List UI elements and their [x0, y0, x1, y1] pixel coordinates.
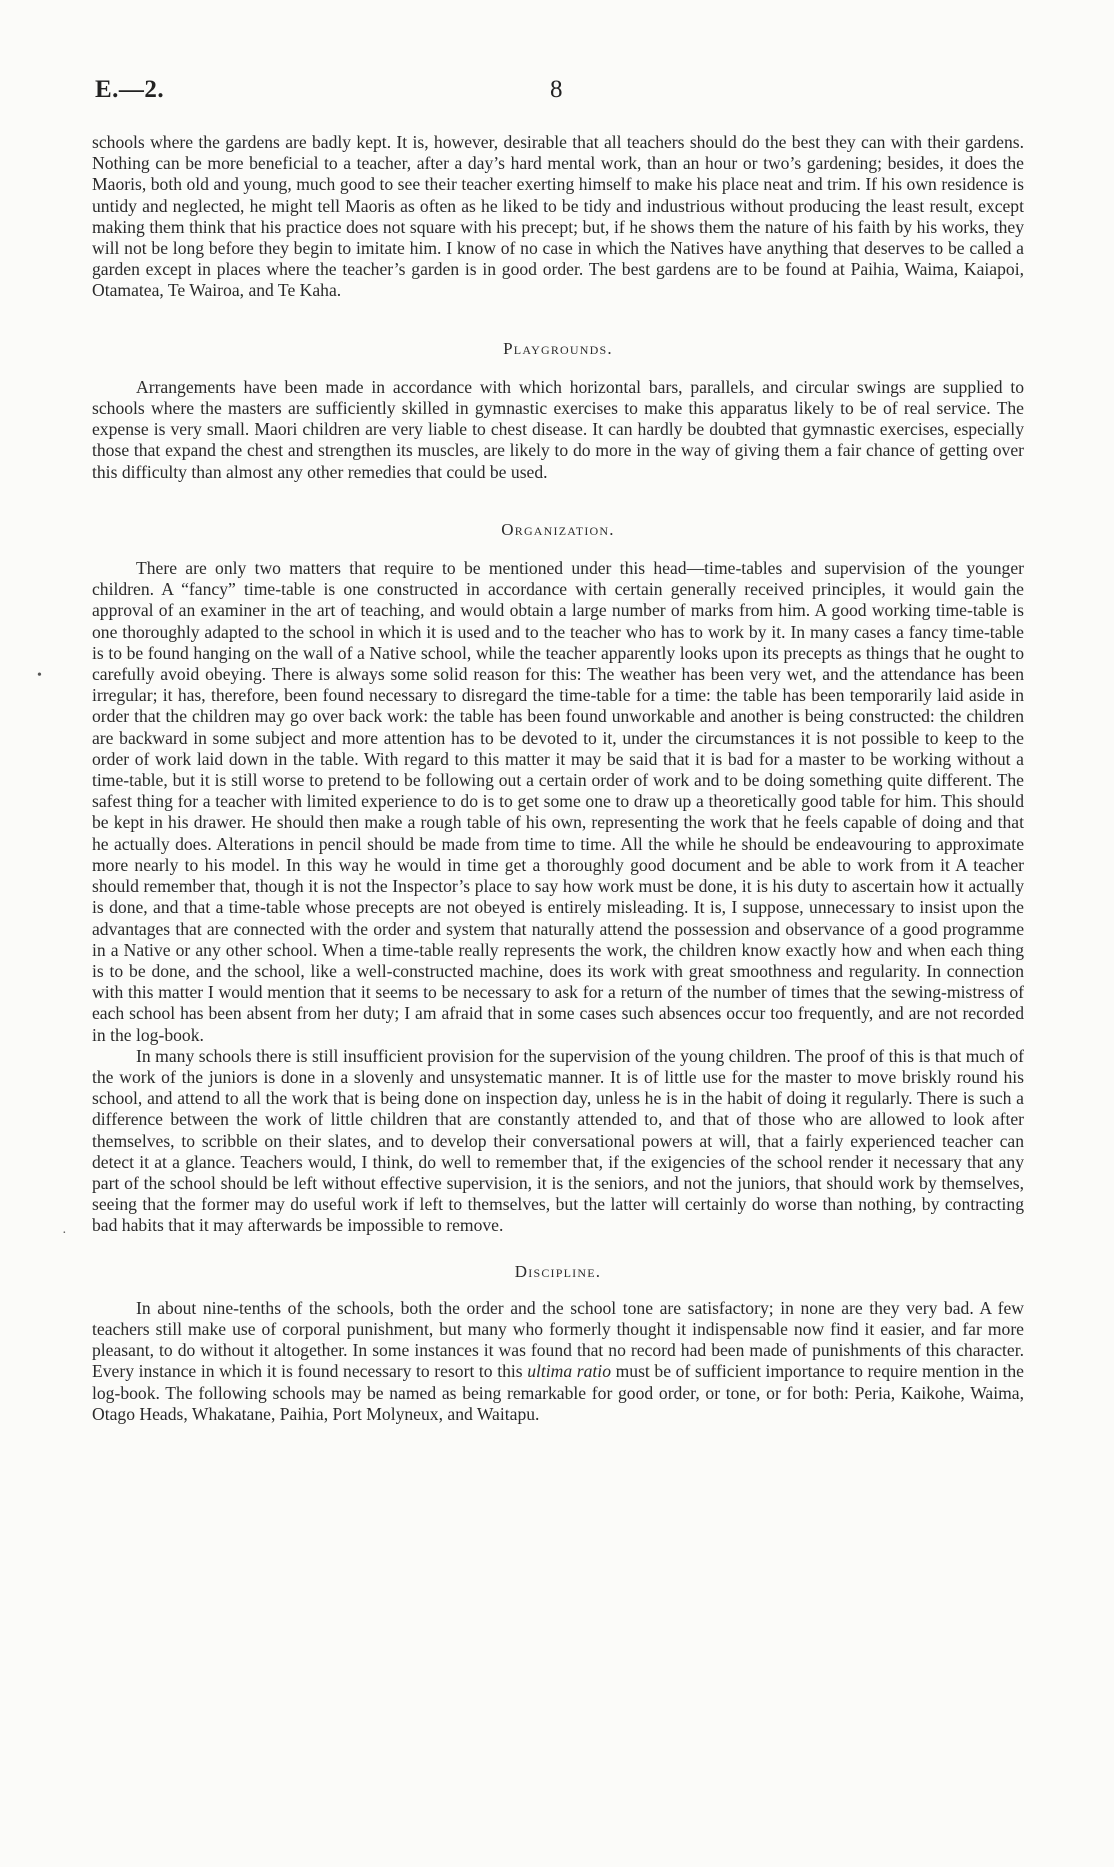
discipline-text-part-1: In about nine-tenths of the schools, both the order and the school tone are satisfactory; in none are they very bad. A few teachers still make use of corporal punishment, but many who formerly thought it indispensable now find it easier, and far more pleasant, to do without it altogether. In some instances it was found that no record had been made of punishments of this character. Every instance in which it is found necessary to resort to this: [92, 1297, 1024, 1382]
playgrounds-paragraph: Arrangements have been made in accordance with which horizontal bars, parallels, and circular swings are supplied to schools where the masters are sufficiently skilled in gymnastic exercises to make this apparatus likely to be of real service. The expense is very small. Maori children are very liable to chest disease. It can hardly be doubted that gymnastic exercises, especially those that expand the chest and strengthen its muscles, are likely to do more in the way of giving them a fair chance of getting over this difficulty than almost any other remedies that could be used.: [92, 376, 1024, 482]
page-number: 8: [550, 76, 563, 103]
section-heading-playgrounds: Playgrounds.: [503, 338, 613, 358]
intro-paragraph: schools where the gardens are badly kept. It is, however, desirable that all teachers should do the best they can with their gardens. Nothing can be more beneficial to a teacher, after a day’s hard mental work, than an hour or two’s gardening; besides, it does the Maoris, both old and young, much good to see their teacher exerting himself to make his place neat and trim. If his own residence is untidy and neglected, he might tell Maoris as often as he liked to be tidy and industrious without producing the least result, except making them think that his practice does not square with his precept; but, if he shows them the nature of his faith by his works, they will not be long before they begin to imitate him. I know of no case in which the Natives have anything that deserves to be called a garden except in places where the teacher’s garden is in good order. The best gardens are to be found at Paihia, Waima, Kaiapoi, Otamatea, Te Wairoa, and Te Kaha.: [92, 132, 1024, 301]
discipline-italic-phrase: ultima ratio: [527, 1361, 611, 1382]
discipline-text-part-2: must be of sufficient importance to require mention in the log-book. The following schools may be named as being remarkable for good order, or tone, or for both: Peria, Kaikohe, Waima, Otago Heads, Whakatane, Paihia, Port Molyneux, and Waitapu.: [92, 1361, 1024, 1424]
margin-dot: •: [37, 668, 42, 683]
organization-paragraph-2: In many schools there is still insufficient provision for the supervision of the young children. The proof of this is that much of the work of the juniors is done in a slovenly and unsystematic manner. It is of little use for the master to move briskly round his school, and attend to all the work that is being done on inspection day, unless he is in the habit of doing it regularly. There is such a difference between the work of little children that are constantly attended to, and that of those who are allowed to look after themselves, to scribble on their slates, and to develop their conversational powers at will, that a fairly experienced teacher can detect it at a glance. Teachers would, I think, do well to remember that, if the exigencies of the school render it necessary that any part of the school should be left without effective supervision, it is the seniors, and not the juniors, that should work by themselves, seeing that the former may do useful work if left to themselves, but the latter will certainly do worse than nothing, by contracting bad habits that it may afterwards be impossible to remove.: [92, 1045, 1024, 1236]
section-heading-discipline: Discipline.: [514, 1261, 602, 1281]
running-header: [95, 76, 1025, 110]
body-text: [92, 132, 1024, 1425]
section-heading-organization: Organization.: [501, 519, 615, 539]
document-reference: E.—2.: [95, 76, 165, 103]
margin-dot: ·: [62, 1226, 67, 1241]
discipline-paragraph: [92, 1298, 1024, 1425]
organization-paragraph-1: There are only two matters that require to be mentioned under this head—time-tables and supervision of the younger children. A “fancy” time-table is one constructed in accordance with certain generally received principles, it would gain the approval of an examiner in the art of teaching, and would obtain a large number of marks from him. A good working time-table is one thoroughly adapted to the school in which it is used and to the teacher who has to work by it. In many cases a fancy time-table is to be found hanging on the wall of a Native school, while the teacher apparently looks upon its precepts as things that he ought to carefully avoid obeying. There is always some solid reason for this: The weather has been very wet, and the attendance has been irregular; it has, therefore, been found necessary to disregard the time-table for a time: the table has been temporarily laid aside in order that the children may go over back work: the table has been found unworkable and another is being constructed: the children are backward in some subject and more attention has to be devoted to it, under the circumstances it is not possible to keep to the order of work laid down in the table. With regard to this matter it may be said that it is bad for a master to be working without a time-table, but it is still worse to pretend to be following out a certain order of work and to be doing something quite different. The safest thing for a teacher with limited experience to do is to get some one to draw up a theoretically good table for him. This should be kept in his drawer. He should then make a rough table of his own, representing the work that he feels capable of doing and that he actually does. Alterations in pencil should be made from time to time. All the while he should be endeavouring to approximate more nearly to his model. In this way he would in time get a thoroughly good document and be able to work from it A teacher should remember that, though it is not the Inspector’s place to say how work must be done, it is his duty to ascertain how it actually is done, and that a time-table whose precepts are not obeyed is entirely misleading. It is, I suppose, unnecessary to insist upon the advantages that are connected with the order and system that naturally attend the possession and observance of a good programme in a Native or any other school. When a time-table really represents the work, the children know exactly how and when each thing is to be done, and the school, like a well-constructed machine, does its work with great smoothness and regularity. In connection with this matter I would mention that it seems to be necessary to ask for a return of the number of times that the sewing-mistress of each school has been absent from her duty; I am afraid that in some cases such absences occur too frequently, and are not recorded in the log-book.: [92, 558, 1024, 1045]
